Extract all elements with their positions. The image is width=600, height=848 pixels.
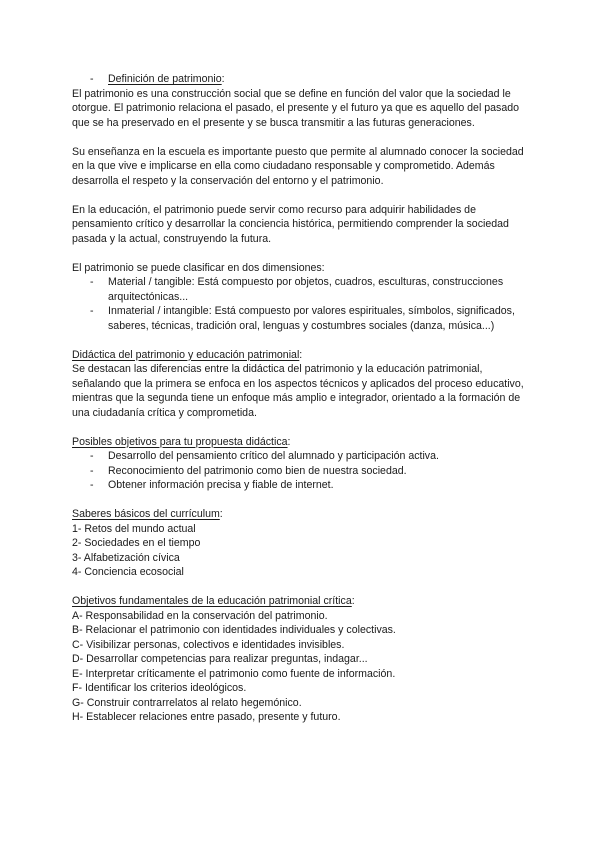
objetivo-item <box>72 449 534 464</box>
fundamental-item: H- Establecer relaciones entre pasado, presente y futuro. <box>72 711 341 723</box>
definicion-heading: Definición de patrimonio: <box>108 73 225 85</box>
definicion-paragraph: El patrimonio es una construcción social que se define en función del valor que la sociedad le otorgue. El patrimonio relaciona el pasado, el presente y el futuro ya que es aquello del pasado que se ha preservado en el presente y se busca transmitir a las futuras generaciones. <box>72 87 519 129</box>
dimension-text: Inmaterial / intangible: Está compuesto por valores espirituales, símbolos, significados, saberes, técnicas, tradición oral, lenguas y costumbres sociales (danza, música...) <box>108 305 515 332</box>
objetivo-text: Desarrollo del pensamiento crítico del alumnado y participación activa. <box>108 450 439 462</box>
definicion-heading-row <box>72 72 534 87</box>
bullet-dash: - <box>90 479 94 491</box>
objetivo-text: Obtener información precisa y fiable de internet. <box>108 479 334 491</box>
objetivo-text: Reconocimiento del patrimonio como bien de nuestra sociedad. <box>108 464 407 477</box>
saber-item: 2- Sociedades en el tiempo <box>72 537 201 549</box>
saber-item: 3- Alfabetización cívica <box>72 551 180 564</box>
didactica-heading: Didáctica del patrimonio y educación patrimonial: <box>72 348 303 361</box>
bullet-dash: - <box>90 450 94 462</box>
fundamentales-heading: Objetivos fundamentales de la educación patrimonial crítica: <box>72 595 355 607</box>
objetivo-item <box>72 464 534 479</box>
bullet-dash: - <box>90 305 94 317</box>
fundamental-item: G- Construir contrarrelatos al relato hegemónico. <box>72 696 302 709</box>
ensenanza-paragraph: Su enseñanza en la escuela es importante puesto que permite al alumnado conocer la sociedad en la que vive e implicarse en ella como ciudadano responsable y comprometido. Además desarrolla el respeto y la conservación del entorno y el patrimonio. <box>72 145 524 187</box>
fundamental-item: F- Identificar los criterios ideológicos. <box>72 682 247 694</box>
objetivos-heading: Posibles objetivos para tu propuesta didáctica: <box>72 435 291 448</box>
educacion-paragraph: En la educación, el patrimonio puede servir como recurso para adquirir habilidades de pensamiento crítico y desarrollar la conciencia histórica, permitiendo comprender la sociedad pasada y la actual, construyendo la futura. <box>72 203 509 245</box>
document-page <box>72 72 534 725</box>
fundamental-item: C- Visibilizar personas, colectivos e identidades invisibles. <box>72 638 345 651</box>
bullet-dash: - <box>90 73 94 85</box>
saberes-heading: Saberes básicos del currículum: <box>72 508 223 520</box>
clasificacion-intro: El patrimonio se puede clasificar en dos dimensiones: <box>72 261 325 274</box>
bullet-dash: - <box>90 464 94 477</box>
fundamental-item: D- Desarrollar competencias para realizar preguntas, indagar... <box>72 653 368 665</box>
dimension-item-inmaterial <box>72 304 534 333</box>
fundamental-item: B- Relacionar el patrimonio con identidades individuales y colectivas. <box>72 624 396 636</box>
saber-item: 1- Retos del mundo actual <box>72 522 196 535</box>
fundamental-item: E- Interpretar críticamente el patrimonio como fuente de información. <box>72 667 396 680</box>
dimension-text: Material / tangible: Está compuesto por objetos, cuadros, esculturas, construcciones arquitectónicas... <box>108 276 504 303</box>
dimension-item-material <box>72 275 534 304</box>
bullet-dash: - <box>90 276 94 288</box>
saber-item: 4- Conciencia ecosocial <box>72 566 184 578</box>
didactica-paragraph: Se destacan las diferencias entre la didáctica del patrimonio y la educación patrimonial, señalando que la primera se enfoca en los aspectos técnicos y aplicados del proceso educativo, mientras que la segunda tiene un enfoque más amplio e integrador, orientado a la formación de una ciudadanía crítica y comprometida. <box>72 363 524 419</box>
objetivo-item <box>72 478 534 493</box>
fundamental-item: A- Responsabilidad en la conservación del patrimonio. <box>72 609 328 622</box>
